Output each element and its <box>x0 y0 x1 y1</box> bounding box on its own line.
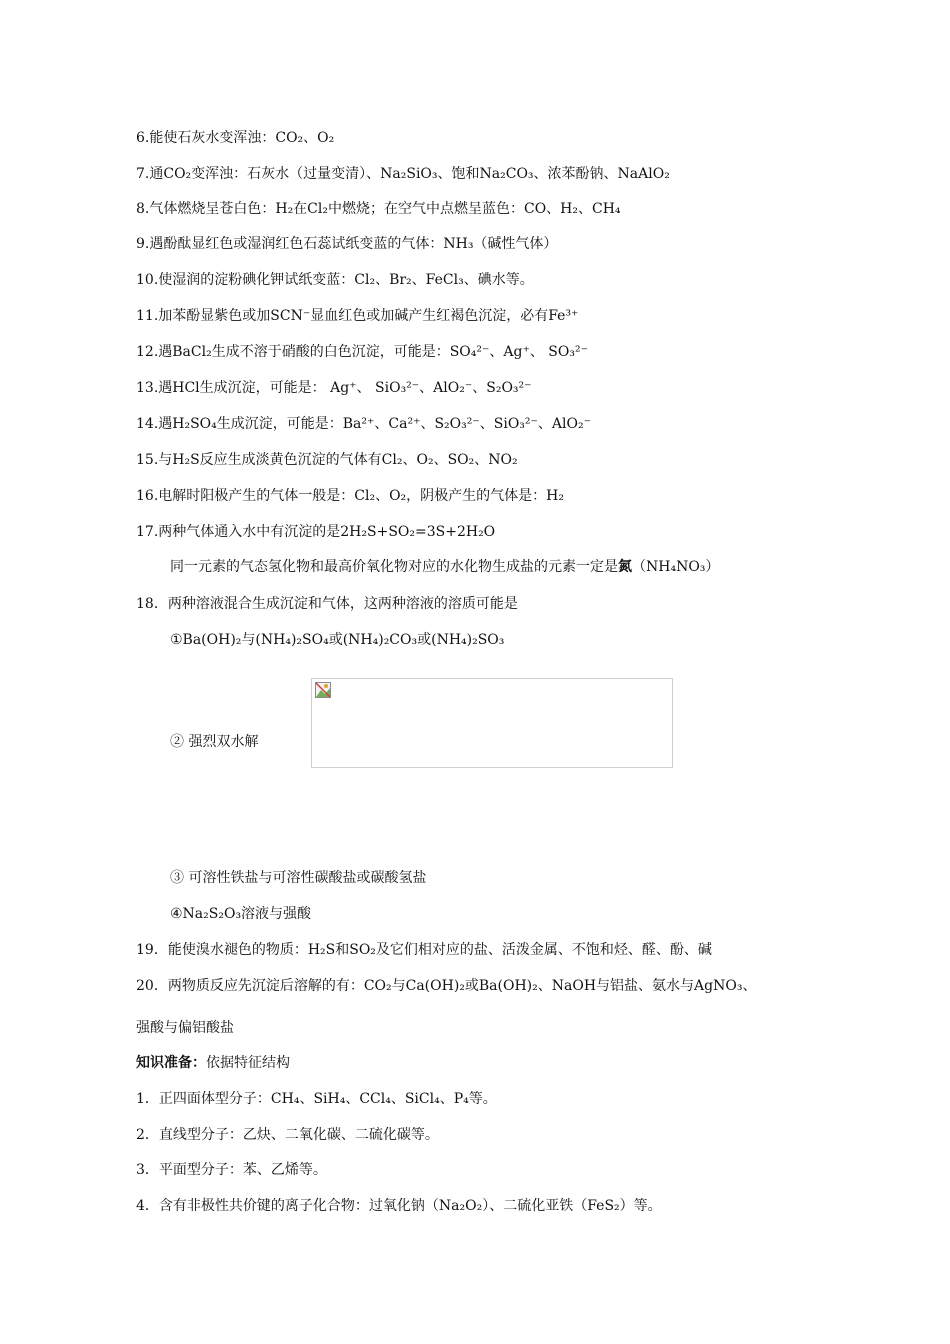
structure-1: 1．正四面体型分子：CH₄、SiH₄、CCl₄、SiCl₄、P₄等。 <box>136 1091 497 1107</box>
item-18-sub-2: ② 强烈双水解 <box>170 734 259 750</box>
knowledge-heading <box>136 1053 290 1073</box>
item-14: 14.遇H₂SO₄生成沉淀，可能是：Ba²⁺、Ca²⁺、S₂O₃²⁻、SiO₃²⁻、AlO₂⁻ <box>136 416 591 432</box>
item-16: 16.电解时阳极产生的气体一般是：Cl₂、O₂，阴极产生的气体是：H₂ <box>136 488 564 504</box>
structure-2: 2．直线型分子：乙炔、二氧化碳、二硫化碳等。 <box>136 1127 439 1143</box>
item-6: 6.能使石灰水变浑浊：CO₂、O₂ <box>136 130 335 146</box>
broken-image-icon <box>315 682 331 698</box>
item-19: 19．能使溴水褪色的物质：H₂S和SO₂及它们相对应的盐、活泼金属、不饱和烃、醛、酚、碱 <box>136 942 712 958</box>
embedded-image-placeholder <box>311 678 673 768</box>
knowledge-text: 依据特征结构 <box>206 1055 290 1071</box>
item-18-sub-1: ①Ba(OH)₂与(NH₄)₂SO₄或(NH₄)₂CO₃或(NH₄)₂SO₃ <box>170 632 505 648</box>
item-20: 20．两物质反应先沉淀后溶解的有：CO₂与Ca(OH)₂或Ba(OH)₂、NaOH与铝盐、氨水与AgNO₃、 <box>136 978 757 994</box>
item-7: 7.通CO₂变浑浊：石灰水（过量变清）、Na₂SiO₃、饱和Na₂CO₃、浓苯酚钠、NaAlO₂ <box>136 166 670 182</box>
item-13: 13.遇HCl生成沉淀，可能是： Ag⁺、 SiO₃²⁻、AlO₂⁻、S₂O₃²⁻ <box>136 380 532 396</box>
structure-3: 3．平面型分子：苯、乙烯等。 <box>136 1162 327 1178</box>
item-9: 9.遇酚酞显红色或湿润红色石蕊试纸变蓝的气体：NH₃（碱性气体） <box>136 236 558 252</box>
item-18-sub-4: ④Na₂S₂O₃溶液与强酸 <box>170 906 312 922</box>
item-8: 8.气体燃烧呈苍白色：H₂在Cl₂中燃烧；在空气中点燃呈蓝色：CO、H₂、CH₄ <box>136 201 621 217</box>
knowledge-label: 知识准备： <box>136 1055 206 1071</box>
item-10: 10.使湿润的淀粉碘化钾试纸变蓝：Cl₂、Br₂、FeCl₃、碘水等。 <box>136 272 534 288</box>
item-20-continued: 强酸与偏铝酸盐 <box>136 1020 234 1036</box>
nitrogen-suffix: （NH₄NO₃） <box>632 559 720 575</box>
item-17: 17.两种气体通入水中有沉淀的是2H₂S+SO₂=3S+2H₂O <box>136 524 496 540</box>
item-18-sub-3: ③ 可溶性铁盐与可溶性碳酸盐或碳酸氢盐 <box>170 870 427 886</box>
item-12: 12.遇BaCl₂生成不溶于硝酸的白色沉淀，可能是：SO₄²⁻、Ag⁺、 SO₃²⁻ <box>136 344 588 360</box>
nitrogen-prefix: 同一元素的气态氢化物和最高价氧化物对应的水化物生成盐的元素一定是 <box>170 559 618 575</box>
item-11: 11.加苯酚显紫色或加SCN⁻显血红色或加碱产生红褐色沉淀，必有Fe³⁺ <box>136 308 579 324</box>
nitrogen-bold: 氮 <box>618 559 632 575</box>
item-15: 15.与H₂S反应生成淡黄色沉淀的气体有Cl₂、O₂、SO₂、NO₂ <box>136 452 518 468</box>
item-18: 18．两种溶液混合生成沉淀和气体，这两种溶液的溶质可能是 <box>136 596 518 612</box>
structure-4: 4．含有非极性共价键的离子化合物：过氧化钠（Na₂O₂）、二硫化亚铁（FeS₂）等。 <box>136 1198 662 1214</box>
nitrogen-statement <box>170 557 719 577</box>
